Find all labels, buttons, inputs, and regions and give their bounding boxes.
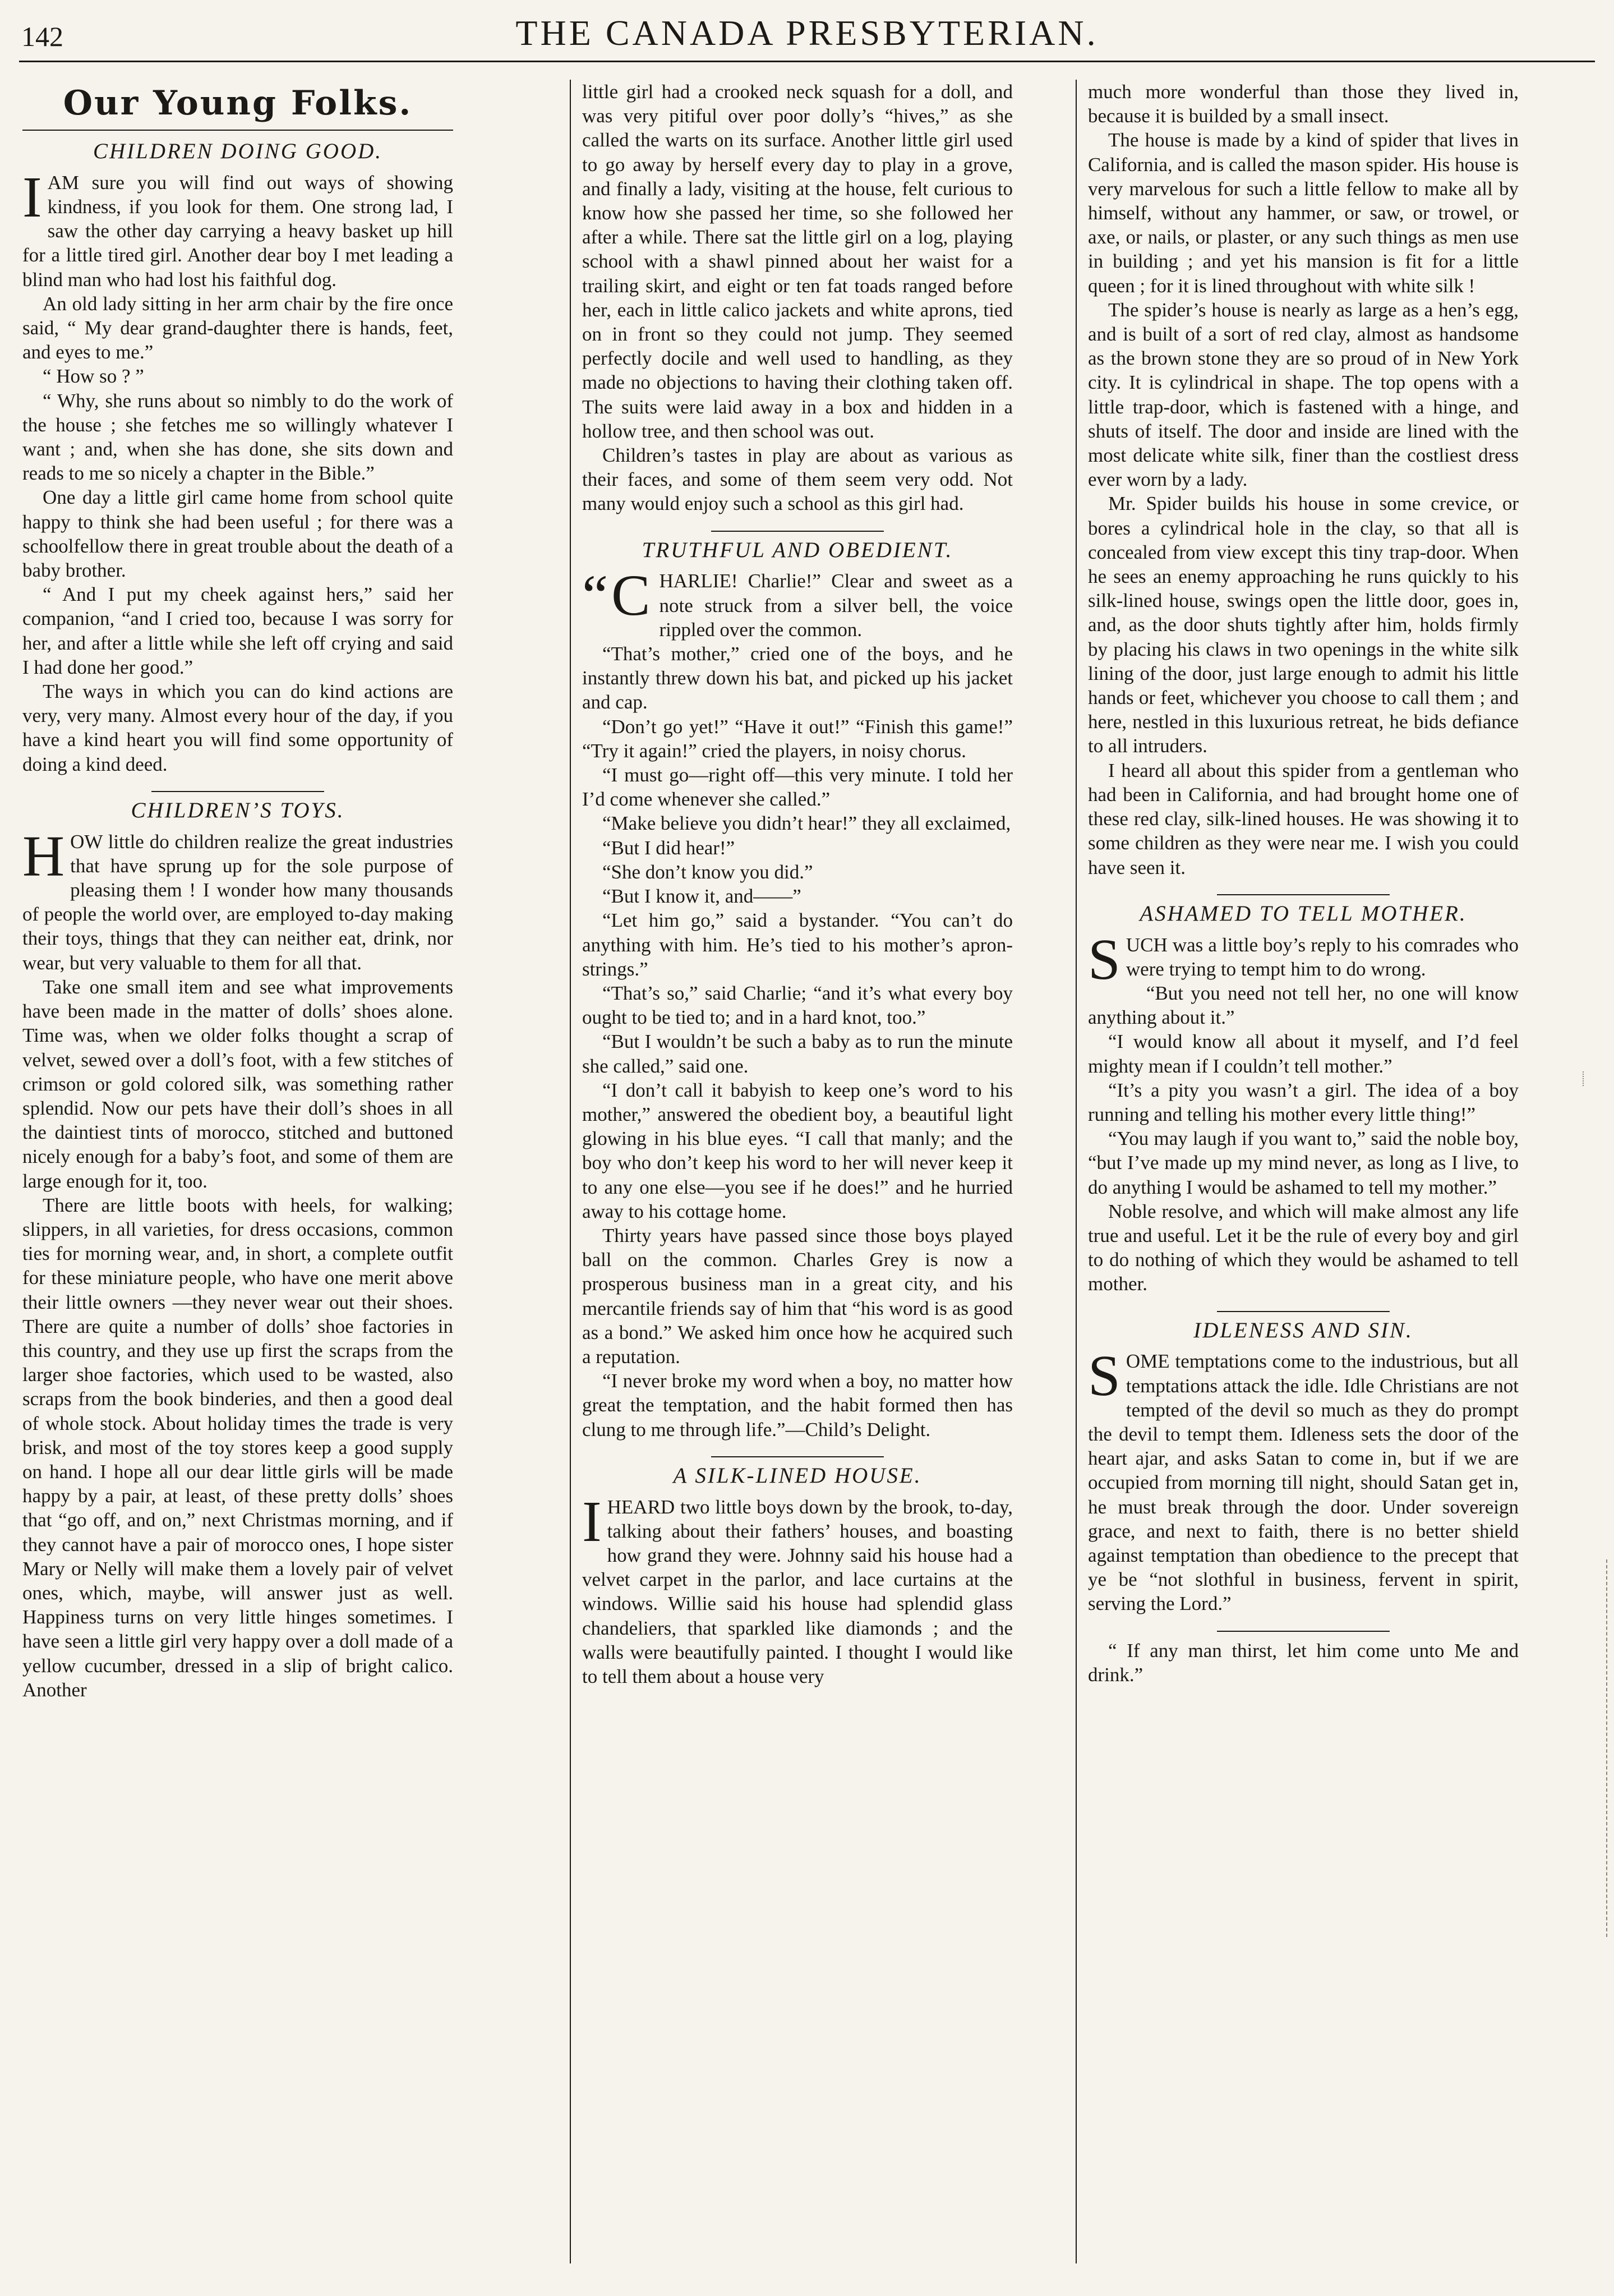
article-paragraph: SUCH was a little boy’s reply to his comrades who were trying to tempt him to do wrong.	[1088, 927, 1519, 992]
article-title: CHILDREN DOING GOOD.	[93, 139, 383, 163]
article-paragraph: “I must go—right off—this very minute. I told her I’d come whenever she called.”	[582, 764, 1013, 811]
department-rule	[22, 130, 453, 131]
article-paragraph: “But I did hear!”	[602, 836, 735, 859]
department-title: Our Young Folks.	[63, 84, 413, 123]
section-rule	[711, 531, 883, 532]
article-title: TRUTHFUL AND OBEDIENT.	[642, 537, 953, 562]
article-paragraph: Thirty years have passed since those boys played ball on the common. Charles Grey is now a prosperous business man in a great city, and his mercantile friends say of him that “his word is as good as a bond.” We asked him once how he acquired such a reputation.	[582, 1224, 1013, 1368]
article-paragraph: “Make believe you didn’t hear!” they all exclaimed,	[602, 812, 1011, 835]
column-divider	[570, 80, 571, 2263]
column-3	[1088, 80, 1519, 2257]
column-1	[22, 80, 453, 2257]
article-paragraph: Mr. Spider builds his house in some crevice, or bores a cylindrical hole in the clay, so that all is concealed from view except this tiny trap-door. When he sees an enemy approaching he runs quickly to his silk-lined house, swings open the little door, goes in, and, as the door shuts tightly after him, holds firmly by placing his claws in two openings in the white silk lining of the door, just large enough to admit his little hands or feet, whichever you choose to call them ; and here, nestled in this luxurious retreat, he bids defiance to all intruders.	[1088, 493, 1519, 757]
drop-cap: “C	[582, 563, 654, 628]
column-divider	[1076, 80, 1077, 2263]
article-title: ASHAMED TO TELL MOTHER.	[1140, 901, 1467, 926]
article-paragraph: “She don’t know you did.”	[602, 861, 813, 883]
article-paragraph: Take one small item and see what improvements have been made in the matter of dolls’ shoes alone. Time was, when we older folks thought a scrap of velvet, sewed over a doll’s foot, with a few stitches of crimson or gold colored silk, was something rather splendid. Now our pets have their doll’s shoes in all the daintiest tints of morocco, stitched and buttoned nicely enough for a baby’s foot, and some of them are large enough for it, too.	[22, 976, 453, 1192]
article-paragraph: IAM sure you will find out ways of showing kindness, if you look for them. One strong lad, I saw the other day carrying a heavy basket up hill for a little tired girl. Another dear boy I met leading a blind man who had lost his faithful dog.	[22, 164, 453, 291]
article-paragraph: Children’s tastes in play are about as various as their faces, and some of them seem very odd. Not many would enjoy such a school as this girl had.	[582, 444, 1013, 515]
article-paragraph: “But I wouldn’t be such a baby as to run the minute she called,” said one.	[582, 1030, 1013, 1077]
article-paragraph: The spider’s house is nearly as large as a hen’s egg, and is built of a sort of red clay, almost as handsome as the brown stone they are so proud of in New York city. It is cylindrical in shape. The top opens with a little trap-door, which is fastened with a hinge, and shuts of itself. The door and inside are lined with the most delicate white silk, finer than the costliest dress ever worn by a lady.	[1088, 298, 1519, 491]
article-paragraph: “But you need not tell her, no one will know anything about it.”	[1088, 982, 1519, 1029]
article-paragraph: One day a little girl came home from school quite happy to think she had been useful ; for there was a schoolfellow there in great trouble about the death of a baby brother.	[22, 486, 453, 582]
article-title: IDLENESS AND SIN.	[1193, 1318, 1413, 1342]
article-paragraph: “But I know it, and——”	[602, 885, 801, 908]
article-paragraph: “ How so ? ”	[43, 365, 144, 388]
article-paragraph: An old lady sitting in her arm chair by the fire once said, “ My dear grand-daughter there is hands, feet, and eyes to me.”	[22, 292, 453, 364]
article-paragraph: “I never broke my word when a boy, no matter how great the temptation, and the habit formed then has clung to me through life.”—Child’s Delight.	[582, 1370, 1013, 1441]
article-paragraph: There are little boots with heels, for walking; slippers, in all varieties, for dress occasions, common ties for morning wear, and, in short, a complete outfit for these miniature people, who have one merit above their little owners —they never wear out their shoes. There are quite a number of dolls’ shoe factories in this country, and they use up first the scraps from the larger shoe factories, which used to be wasted, also scraps from the book binderies, and then a good deal of whole stock. About holiday times the trade is very brisk, and most of the toy stores keep a good supply on hand. I hope all our dear little girls will be made happy by a pair, at least, of these pretty dolls’ shoes that “go off, and on,” next Christmas morning, and if they cannot have a pair of morocco ones, I hope sister Mary or Nelly will make them a lovely pair of velvet ones, which, maybe, will answer just as well. Happiness turns on very little hinges sometimes. I have seen a little girl very happy over a doll made of a yellow cucumber, dressed in a slip of bright calico. Another	[22, 1194, 453, 1701]
article-paragraph: much more wonderful than those they lived in, because it is builded by a small insect.	[1088, 81, 1519, 127]
drop-cap: H	[22, 823, 65, 889]
margin-mark	[1583, 1071, 1590, 1086]
article-paragraph: “That’s mother,” cried one of the boys, and he instantly threw down his bat, and picked up his jacket and cap.	[582, 643, 1013, 714]
article-paragraph: “ And I put my cheek against hers,” said her companion, “and I cried too, because I was sorry for her, and after a little while she left off crying and said I had done her good.”	[22, 583, 453, 678]
section-rule	[711, 1456, 883, 1457]
page-edge-mark	[1606, 1559, 1612, 1937]
article-paragraph: “ Why, she runs about so nimbly to do the work of the house ; she fetches me so willingly whatever I want ; and, when she has done, she sits down and reads to me so nicely a chapter in the Bible.”	[22, 389, 453, 485]
page-number: 142	[21, 21, 63, 52]
article-paragraph: “It’s a pity you wasn’t a girl. The idea of a boy running and telling his mother every little thing!”	[1088, 1079, 1519, 1125]
article-paragraph: little girl had a crooked neck squash for a doll, and was very pitiful over poor dolly’s “hives,” as she called the warts on its surface. Another little girl used to go away by herself every day to play in a grove, and finally a lady, visiting at the house, felt curious to know how she passed her time, so she followed her after a while. There sat the little girl on a log, playing school with a shawl pinned about her waist for a trailing skirt, and eight or ten fat toads ranged before her, each in little calico jackets and white aprons, tied on in front so they could not jump. They seemed perfectly docile and well used to handling, as they made no objections to having their clothing taken off. The suits were laid away in a box and hidden in a hollow tree, and then school was out.	[582, 81, 1013, 442]
article-paragraph: “CHARLIE! Charlie!” Clear and sweet as a note struck from a silver bell, the voice rippled over the common.	[582, 563, 1013, 641]
drop-cap: I	[582, 1489, 602, 1554]
article-paragraph: IHEARD two little boys down by the brook, to-day, talking about their fathers’ houses, and boasting how grand they were. Johnny said his house had a velvet carpet in the parlor, and lace curtains at the windows. Willie said his house had splendid glass chandeliers, that sparkled like diamonds ; and the walls were beautifully painted. I thought I would like to tell them about a house very	[582, 1489, 1013, 1687]
section-rule	[1217, 1311, 1389, 1312]
closing-verse: “ If any man thirst, let him come unto Me and drink.”	[1088, 1639, 1519, 1686]
header-rule	[19, 61, 1595, 62]
article-paragraph: “You may laugh if you want to,” said the noble boy, “but I’ve made up my mind never, as long as I live, to do anything I would be ashamed to tell my mother.”	[1088, 1128, 1519, 1198]
article-paragraph: I heard all about this spider from a gentleman who had been in California, and had brought home one of these red clay, silk-lined houses. He was showing it to some children as they were near me. I wish you could have seen it.	[1088, 759, 1519, 878]
article-paragraph: SOME temptations come to the industrious, but all temptations attack the idle. Idle Christians are not tempted of the devil so much as they do prompt the devil to tempt them. Idleness sets the door of the heart ajar, and asks Satan to come in, but if we are occupied from morning till night, should Satan get in, he must break through the door. Under sovereign grace, and next to faith, there is no better shield against temptation than obedience to the precept that ye be “not slothful in business, fervent in spirit, serving the Lord.”	[1088, 1343, 1519, 1615]
article-paragraph: “That’s so,” said Charlie; “and it’s what every boy ought to be tied to; and in a hard knot, too.”	[582, 982, 1013, 1029]
article-paragraph: Noble resolve, and which will make almost any life true and useful. Let it be the rule of every boy and girl to do nothing of which they would be ashamed to tell mother.	[1088, 1200, 1519, 1295]
section-rule	[1217, 1631, 1389, 1632]
drop-cap: S	[1088, 1343, 1120, 1409]
article-paragraph: “I don’t call it babyish to keep one’s word to his mother,” answered the obedient boy, a beautiful light glowing in his blue eyes. “I call that manly; and the boy who don’t keep his word to her will never keep it to any one else—you see if he does!” and he hurried away to his cottage home.	[582, 1079, 1013, 1222]
drop-cap: I	[22, 164, 42, 229]
newspaper-masthead: THE CANADA PRESBYTERIAN.	[515, 13, 1099, 53]
article-paragraph: “I would know all about it myself, and I’d feel mighty mean if I couldn’t tell mother.”	[1088, 1030, 1519, 1077]
column-2	[582, 80, 1013, 2257]
drop-cap: S	[1088, 927, 1120, 992]
article-paragraph: “Let him go,” said a bystander. “You can’t do anything with him. He’s tied to his mother’s apron-strings.”	[582, 909, 1013, 980]
article-paragraph: The ways in which you can do kind actions are very, very many. Almost every hour of the day, if you have a kind heart you will find some opportunity of doing a kind deed.	[22, 680, 453, 775]
article-title: A SILK-LINED HOUSE.	[673, 1463, 922, 1488]
article-title: CHILDREN’S TOYS.	[131, 798, 345, 822]
article-paragraph: “Don’t go yet!” “Have it out!” “Finish this game!” “Try it again!” cried the players, in noisy chorus.	[582, 715, 1013, 762]
article-paragraph: The house is made by a kind of spider that lives in California, and is called the mason spider. His house is very marvelous for such a little fellow to make all by himself, without any hammer, or saw, or trowel, or axe, or nails, or plaster, or any such things as men use in building ; and yet his mansion is fit for a little queen ; for it is lined throughout with white silk !	[1088, 129, 1519, 297]
section-rule	[151, 791, 324, 792]
article-paragraph: HOW little do children realize the great industries that have sprung up for the sole purpose of pleasing them ! I wonder how many thousands of people the world over, are employed to-day making their toys, things that they can neither eat, drink, nor wear, but very valuable to them for all that.	[22, 823, 453, 974]
section-rule	[1217, 894, 1389, 895]
